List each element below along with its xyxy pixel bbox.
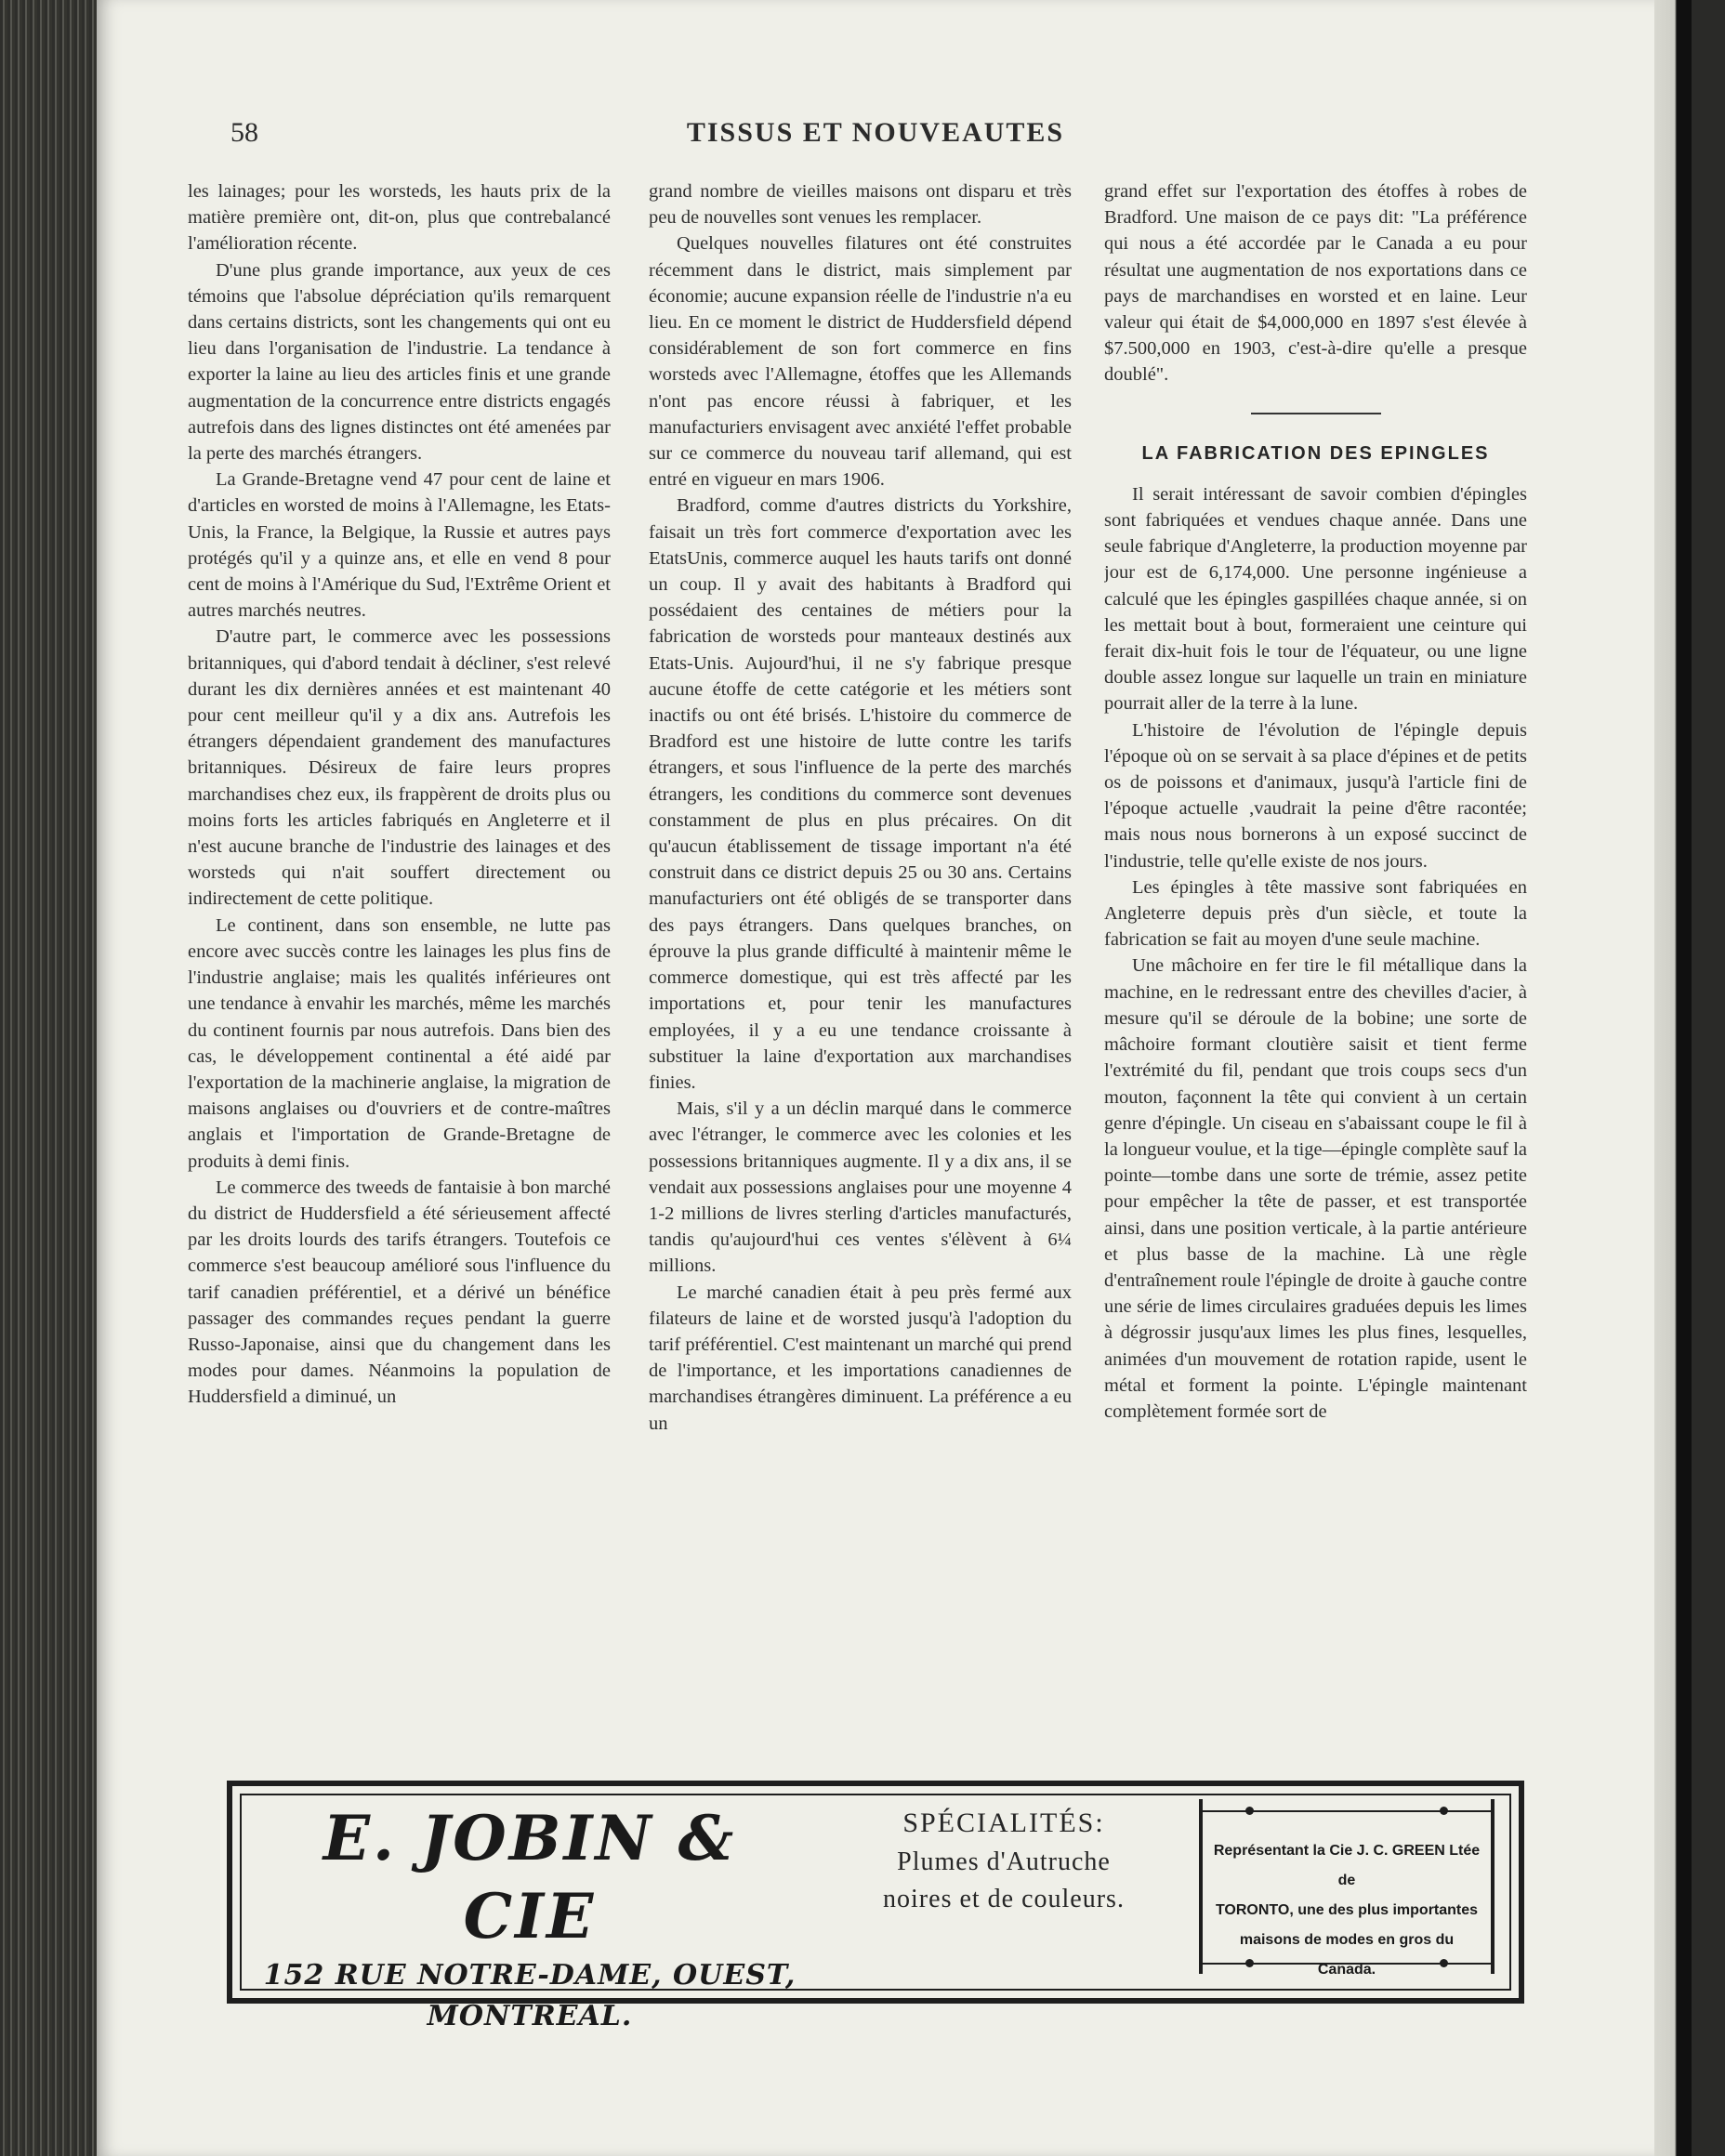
- representative-box: [1199, 1799, 1495, 1978]
- book-gutter-edge: [0, 0, 97, 2156]
- ornament-dot: [1245, 1807, 1254, 1815]
- running-head: [97, 117, 1654, 154]
- paragraph: Le marché canadien était à peu près fermé aux filateurs de laine et de worsted jusqu'à l'adoption du tarif préférentiel. C'est maintenant un marché qui prend de l'importance, et les importations canadiennes de marchandises étrangères diminuent. La préférence a eu un: [649, 1282, 1072, 1434]
- representative-line1: Représentant la Cie J. C. GREEN Ltée de: [1213, 1843, 1481, 1888]
- advertisement-box: [227, 1781, 1524, 2032]
- ornament-dot: [1245, 1959, 1254, 1967]
- ornament-dot: [1440, 1959, 1448, 1967]
- section-heading: LA FABRICATION DES EPINGLES: [1141, 442, 1490, 464]
- paragraph: Le commerce des tweeds de fantaisie à bon marché du district de Huddersfield a été sérieusement affecté par les droits lourds des tarifs étrangers. Toutefois ce commerce s'est beaucoup amélioré sous l'influence du tarif canadien préférentiel, et a dérivé un bénéfice passager des commandes reçues pendant la guerre Russo-Japonaise, ainsi que du changement dans les modes pour dames. Néanmoins la population de Huddersfield a diminué, un: [188, 1177, 611, 1408]
- journal-title: TISSUS ET NOUVEAUTES: [686, 117, 1065, 148]
- magazine-page: [97, 0, 1654, 2156]
- page-number: 58: [230, 117, 258, 148]
- article-column-2: [649, 178, 1072, 1749]
- paragraph: La Grande-Bretagne vend 47 pour cent de laine et d'articles en worsted de moins à l'Allemagne, les Etats-Unis, la France, la Belgique, la Russie et autres pays protégés qu'il y a quinze ans, et elle en vend 8 pour cent de moins à l'Amérique du Sud, l'Extrême Orient et autres marchés neutres.: [188, 469, 611, 622]
- representative-line3: maisons de modes en gros du Canada.: [1239, 1932, 1455, 1978]
- section-divider: [1251, 413, 1381, 414]
- paragraph: Le continent, dans son ensemble, ne lutte pas encore avec succès contre les lainages les plus fins de l'industrie anglaise; mais les qualités inférieures ont une tendance à envahir les marchés, même les marchés du continent fournis par nous autrefois. Dans bien des cas, le développement continental a été aidé par l'exportation de la machinerie anglaise, la migration de maisons anglaises ou d'ouvriers et de contre-maîtres anglais et l'importation de Grande-Bretagne de produits à demi finis.: [188, 914, 611, 1172]
- specialties-line2: noires et de couleurs.: [883, 1885, 1125, 1913]
- representative-line2: TORONTO, une des plus importantes: [1215, 1902, 1479, 1918]
- specialties-title: SPÉCIALITÉS:: [902, 1808, 1105, 1838]
- paragraph: grand effet sur l'exportation des étoffes à robes de Bradford. Une maison de ce pays dit: "La préférence qui nous a été accordée par le Canada a eu pour résultat une augmentation de nos exportations dans ce pays de marchandises en worsted et en laine. Leur valeur qui était de $4,000,000 en 1897 s'est élevée à $7.500,000 en 1903, c'est-à-dire qu'elle a presque doublé".: [1104, 181, 1527, 386]
- advertiser-block: [251, 1799, 809, 2037]
- advertiser-name: E. JOBIN & CIE: [323, 1802, 737, 1952]
- paragraph: grand nombre de vieilles maisons ont disparu et très peu de nouvelles sont venues les remplacer.: [649, 181, 1072, 229]
- ornament-dot: [1440, 1807, 1448, 1815]
- paragraph: Les épingles à tête massive sont fabriquées en Angleterre depuis près d'un siècle, et toute la fabrication se fait au moyen d'une seule machine.: [1104, 876, 1527, 951]
- specialties-block: [846, 1803, 1162, 1918]
- paragraph: D'autre part, le commerce avec les possessions britanniques, qui d'abord tendait à décliner, s'est relevé durant les dix dernières années et est maintenant 40 pour cent meilleur qu'il y a dix ans. Autrefois les étrangers dépendaient grandement des manufactures britanniques. Désireux de faire leurs propres marchandises chez eux, ils frappèrent de droits plus ou moins forts les articles fabriqués en Angleterre et il n'est aucune branche de l'industrie des lainages et des worsteds qui n'ait souffert directement ou indirectement de cette politique.: [188, 626, 611, 910]
- book-fore-edge: [1654, 0, 1725, 2156]
- paragraph: Bradford, comme d'autres districts du Yorkshire, faisait un très fort commerce d'exportation avec les EtatsUnis, commerce auquel les hauts tarifs ont donné un coup. Il y avait des habitants à Bradford qui possédaient des centaines de métiers pour la fabrication de worsteds pour manteaux destinés aux Etats-Unis. Aujourd'hui, il ne s'y fabrique presque aucune étoffe de cette catégorie et les métiers sont inactifs ou ont été brisés. L'histoire du commerce de Bradford est une histoire de lutte contre les tarifs étrangers, et sous l'influence de la perte des marchés étrangers, les conditions du commerce sont devenues constamment de plus en plus précaires. On dit qu'aucun établissement de tissage important n'a été construit dans ce district depuis 25 ou 30 ans. Certains manufacturiers ont été obligés de se transporter dans des pays étrangers. Dans quelques branches, on éprouve la plus grande difficulté à maintenir même le commerce domestique, qui est très affecté par les importations et, pour tenir les manufactures employées, il y a eu une tendance croissante à substituer la laine d'exportation aux marchandises finies.: [649, 495, 1072, 1093]
- advertiser-address-line1: 152 RUE NOTRE-DAME, OUEST,: [263, 1959, 797, 1992]
- paragraph: Il serait intéressant de savoir combien d'épingles sont fabriquées et vendues chaque année. Dans une seule fabrique d'Angleterre, la production moyenne par jour est de 6,174,000. Une personne ingénieuse a calculé que les épingles gaspillées chaque année, si on les mettait bout à bout, formeraient une ceinture qui ferait dix-huit fois le tour de l'équateur, ou une ligne double assez longue sur laquelle un train en miniature pourrait aller de la terre à la lune.: [1104, 483, 1527, 715]
- article-column-3: [1104, 178, 1527, 1749]
- paragraph: Une mâchoire en fer tire le fil métallique dans la machine, en le redressant entre des chevilles d'acier, à mesure qu'il se déroule de la bobine; une sorte de mâchoire formant cloutière saisit et tient ferme l'extrémité du fil, pendant que trois coups secs d'un mouton, façonnent la tête qui convient à un certain genre d'épingle. Un ciseau en s'abaissant coupe le fil à la longueur voulue, et la tige—épingle complète sauf la pointe—tombe dans une sorte de trémie, assez petite pour empêcher la tête de passer, et est transportée ainsi, dans une position verticale, à la partie antérieure et plus basse de la machine. Là une règle d'entraînement roule l'épingle de droite à gauche contre une série de limes circulaires graduées depuis les limes à dégrossir jusqu'aux limes les plus fines, lesquelles, animées d'un mouvement de rotation rapide, usent le métal et forment la pointe. L'épingle maintenant complètement formée sort de: [1104, 955, 1527, 1422]
- article-column-1: [188, 178, 611, 1749]
- advertiser-address-line2: MONTREAL.: [427, 2000, 633, 2032]
- paragraph: L'histoire de l'évolution de l'épingle depuis l'époque où on se servait à sa place d'épines et de petits os de poissons et d'animaux, jusqu'à l'article fini de l'époque actuelle ,vaudrait la peine d'être racontée; mais nous nous bornerons à un exposé succinct de l'industrie, telle qu'elle existe de nos jours.: [1104, 719, 1527, 872]
- paragraph: les lainages; pour les worsteds, les hauts prix de la matière première ont, dit-on, plus que contrebalancé l'amélioration récente.: [188, 181, 611, 255]
- specialties-line1: Plumes d'Autruche: [897, 1847, 1111, 1876]
- paragraph: Mais, s'il y a un déclin marqué dans le commerce avec l'étranger, le commerce avec les colonies et les possessions britanniques augmente. Il y a dix ans, il se vendait aux possessions anglaises pour une moyenne 4 1-2 millions de livres sterling d'articles manufacturés, tandis qu'aujourd'hui ces ventes s'élèvent à 6¼ millions.: [649, 1098, 1072, 1277]
- paragraph: Quelques nouvelles filatures ont été construites récemment dans le district, mais simplement par économie; aucune expansion réelle de l'industrie n'a eu lieu. En ce moment le district de Huddersfield dépend considérablement de son fort commerce en fins worsteds avec l'Allemagne, étoffes que les Allemands n'ont pas encore réussi à fabriquer, et les manufacturiers envisagent avec anxiété l'effet probable sur ce commerce du nouveau tarif allemand, qui est entré en vigueur en mars 1906.: [649, 233, 1072, 491]
- paragraph: D'une plus grande importance, aux yeux de ces témoins que l'absolue dépréciation qu'ils remarquent dans certains districts, sont les changements qui ont eu lieu dans l'organisation de l'industrie. La tendance à exporter la laine au lieu des articles finis et une grande augmentation de la concurrence entre districts engagés autrefois dans des lignes distinctes ont été amenées par la perte des marchés étrangers.: [188, 259, 611, 465]
